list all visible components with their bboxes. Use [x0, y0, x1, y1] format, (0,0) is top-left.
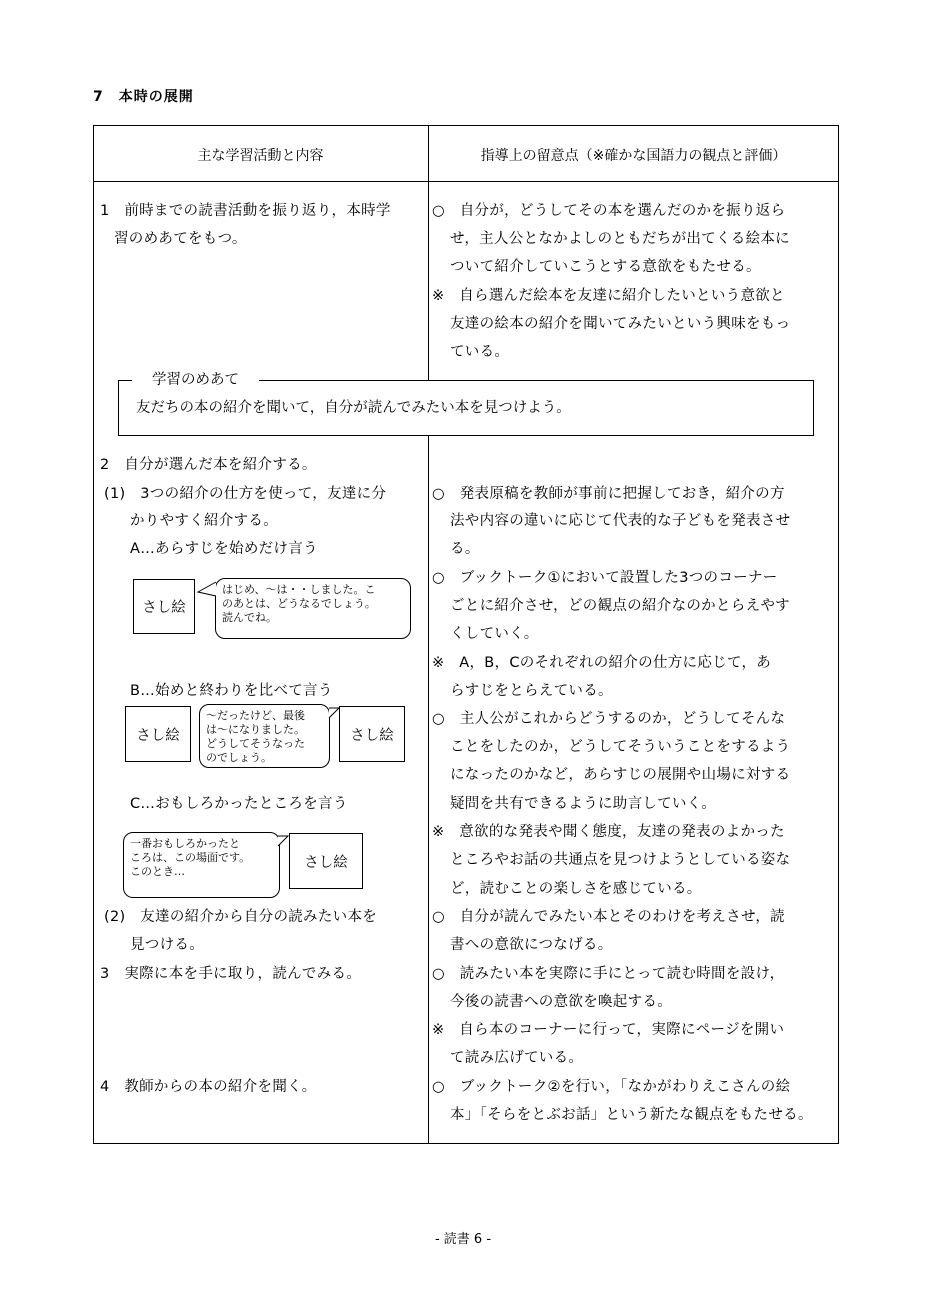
bubble-line: 一番おもしろかったと	[130, 837, 240, 850]
note-line: 法や内容の違いに応じて代表的な子どもを発表させ	[450, 513, 791, 529]
step-2-1-line-1: (1) 3つの紹介の仕方を使って，友達に分	[104, 486, 387, 502]
page-number: - 読書 6 -	[434, 1232, 492, 1247]
bubble-tail-icon	[276, 834, 290, 850]
bubble-line: このとき…	[130, 865, 185, 878]
note-line: くしていく。	[450, 626, 539, 642]
speech-bubble-c	[123, 832, 280, 898]
illustration-placeholder: さし絵	[133, 579, 195, 634]
note-line: ○ 自分が，どうしてその本を選んだのかを振り返ら	[432, 203, 786, 219]
step-2-1-line-2: かりやすく紹介する。	[130, 513, 278, 529]
note-line: ※ 自ら選んだ絵本を友達に紹介したいという意欲と	[432, 288, 785, 304]
learning-goal-text: 友だちの本の紹介を聞いて，自分が読んでみたい本を見つけよう。	[136, 400, 571, 416]
note-line: 友達の絵本の紹介を聞いてみたいという興味をもっ	[450, 316, 791, 332]
section-heading: 7 本時の展開	[93, 89, 194, 105]
illustration-placeholder: さし絵	[339, 706, 405, 762]
step-4: 4 教師からの本の紹介を聞く。	[100, 1079, 317, 1095]
bubble-line: 読んでね。	[222, 611, 277, 624]
illustration-placeholder: さし絵	[289, 833, 363, 889]
note-line: 疑問を共有できるように助言していく。	[450, 796, 717, 812]
learning-goal-title: 学習のめあて	[132, 370, 259, 390]
note-line: ○ 主人公がこれからどうするのか，どうしてそんな	[432, 711, 786, 727]
bubble-line: はじめ、～は・・しました。こ	[222, 583, 376, 596]
left-column-header: 主な学習活動と内容	[197, 148, 324, 164]
bubble-line: のでしょう。	[206, 751, 272, 764]
note-line: ※ 自ら本のコーナーに行って，実際にページを開い	[432, 1022, 785, 1038]
note-line: ている。	[450, 344, 510, 360]
note-line: ○ 読みたい本を実際に手にとって読む時間を設け，	[432, 966, 785, 982]
note-line: ○ ブックトーク②を行い，「なかがわりえこさんの絵	[432, 1079, 791, 1095]
note-line: 書への意欲につなげる。	[450, 937, 613, 953]
note-line: せ，主人公となかよしのともだちが出てくる絵本に	[450, 231, 790, 247]
note-line: 本」「そらをとぶお話」という新たな観点をもたせる。	[450, 1107, 813, 1123]
note-line: ○ ブックトーク①において設置した3つのコーナー	[432, 570, 778, 586]
step-2-2-line-1: (2) 友達の紹介から自分の読みたい本を	[104, 909, 378, 925]
note-line: ことをしたのか，どうしてそういうことをするよう	[450, 739, 791, 755]
note-line: ○ 自分が読んでみたい本とそのわけを考えさせ，読	[432, 909, 785, 925]
step-2: 2 自分が選んだ本を紹介する。	[100, 457, 317, 473]
bubble-line: ころは、この場面です。	[130, 851, 251, 864]
note-line: らすじをとらえている。	[450, 683, 613, 699]
note-line: ○ 発表原稿を教師が事前に把握しておき，紹介の方	[432, 486, 785, 502]
step-2-2-line-2: 見つける。	[130, 937, 204, 953]
bubble-line: は～になりました。	[206, 723, 305, 736]
method-a-label: A…あらすじを始めだけ言う	[130, 541, 318, 557]
bubble-line: ～だったけど、最後	[206, 709, 305, 722]
note-line: ど，読むことの楽しさを感じている。	[450, 881, 702, 897]
note-line: になったのかなど，あらすじの展開や山場に対する	[450, 767, 791, 783]
step-3: 3 実際に本を手に取り，読んでみる。	[100, 966, 362, 982]
note-line: る。	[450, 541, 480, 557]
bubble-line: のあとは、どうなるでしょう。	[222, 597, 376, 610]
bubble-tail-icon	[196, 580, 220, 600]
right-column-header: 指導上の留意点（※確かな国語力の観点と評価）	[480, 148, 787, 164]
bubble-line: どうしてそうなった	[206, 737, 305, 750]
note-line: ※ 意欲的な発表や聞く態度，友達の発表のよかった	[432, 824, 785, 840]
note-line: ※ A，B，Cのそれぞれの紹介の仕方に応じて，あ	[432, 655, 772, 671]
method-c-label: C…おもしろかったところを言う	[130, 796, 348, 812]
note-line: 今後の読書への意欲を喚起する。	[450, 994, 672, 1010]
note-line: ごとに紹介させ，どの観点の紹介なのかとらえやす	[450, 598, 790, 614]
note-line: て読み広げている。	[450, 1050, 584, 1066]
illustration-placeholder: さし絵	[125, 706, 191, 762]
note-line: ところやお話の共通点を見つけようとしている姿な	[450, 852, 791, 868]
note-line: ついて紹介していこうとする意欲をもたせる。	[450, 259, 761, 275]
step-1-line-1: 1 前時までの読書活動を振り返り，本時学	[100, 203, 391, 219]
speech-bubble-b	[199, 704, 330, 768]
speech-bubble-a	[215, 578, 411, 639]
method-b-label: B…始めと終わりを比べて言う	[130, 683, 333, 699]
step-1-line-2: 習のめあてをもつ。	[114, 231, 247, 247]
